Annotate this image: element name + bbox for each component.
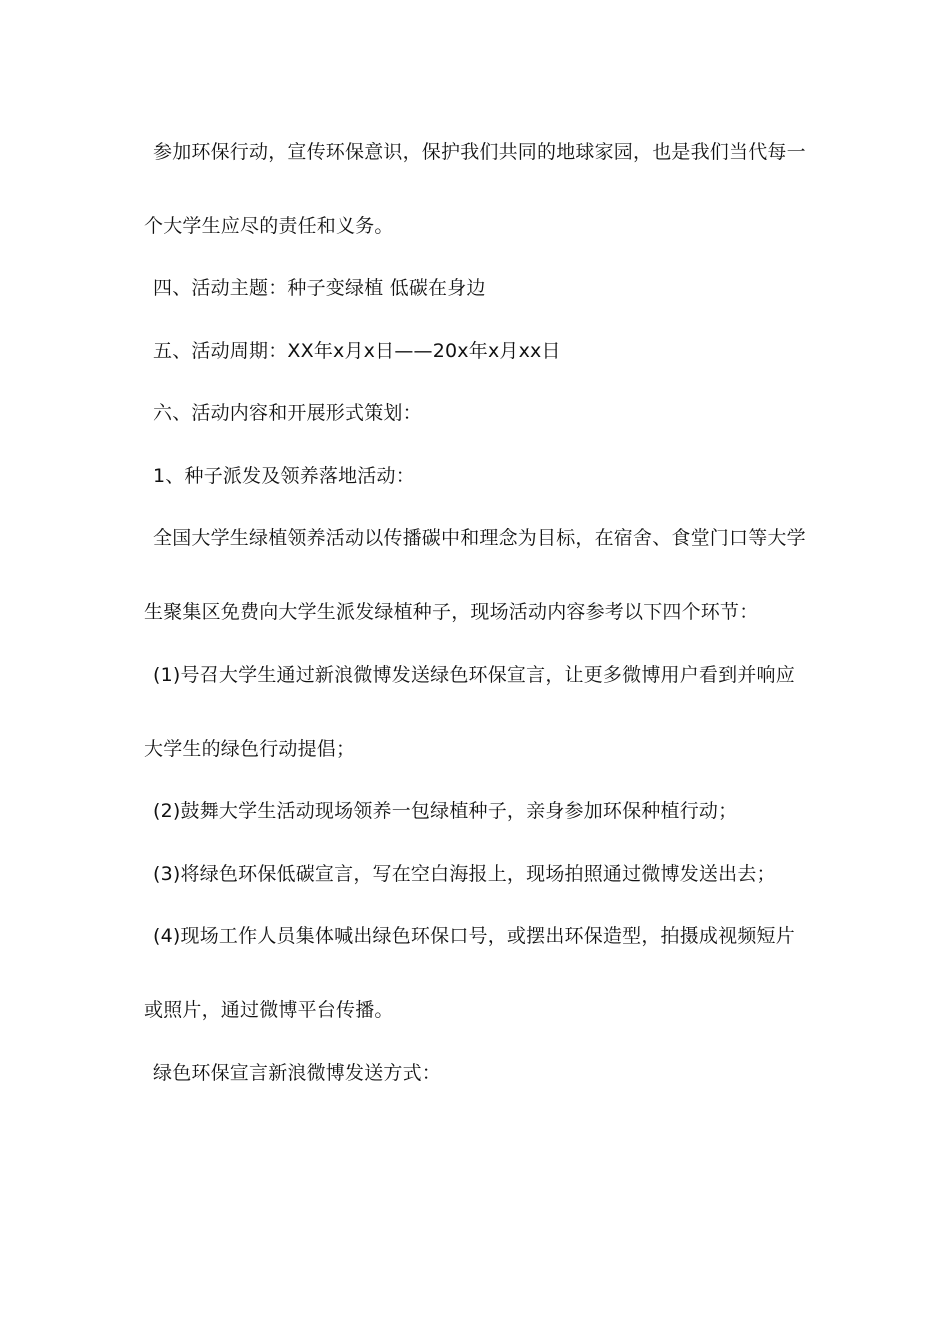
paragraph-line: 个大学生应尽的责任和义务。: [144, 215, 394, 237]
subsection-heading: 1、种子派发及领养落地活动：: [153, 465, 415, 487]
section-heading-period: 五、活动周期：XX年x月x日——20x年x月xx日: [153, 340, 561, 362]
list-item: (1)号召大学生通过新浪微博发送绿色环保宣言，让更多微博用户看到并响应: [153, 664, 795, 686]
paragraph-line: 绿色环保宣言新浪微博发送方式：: [153, 1062, 442, 1084]
paragraph-line: 生聚集区免费向大学生派发绿植种子，现场活动内容参考以下四个环节：: [144, 601, 759, 623]
list-item: (4)现场工作人员集体喊出绿色环保口号，或摆出环保造型，拍摄成视频短片: [153, 925, 795, 947]
list-item-continuation: 或照片，通过微博平台传播。: [144, 999, 394, 1021]
section-heading-content: 六、活动内容和开展形式策划：: [153, 402, 422, 424]
paragraph-line: 参加环保行动，宣传环保意识，保护我们共同的地球家园，也是我们当代每一: [153, 141, 806, 163]
section-heading-theme: 四、活动主题：种子变绿植 低碳在身边: [153, 277, 486, 299]
paragraph-line: 全国大学生绿植领养活动以传播碳中和理念为目标，在宿舍、食堂门口等大学: [153, 527, 806, 549]
list-item: (3)将绿色环保低碳宣言，写在空白海报上，现场拍照通过微博发送出去；: [153, 863, 776, 885]
list-item: (2)鼓舞大学生活动现场领养一包绿植种子，亲身参加环保种植行动；: [153, 800, 738, 822]
list-item-continuation: 大学生的绿色行动提倡；: [144, 738, 356, 760]
